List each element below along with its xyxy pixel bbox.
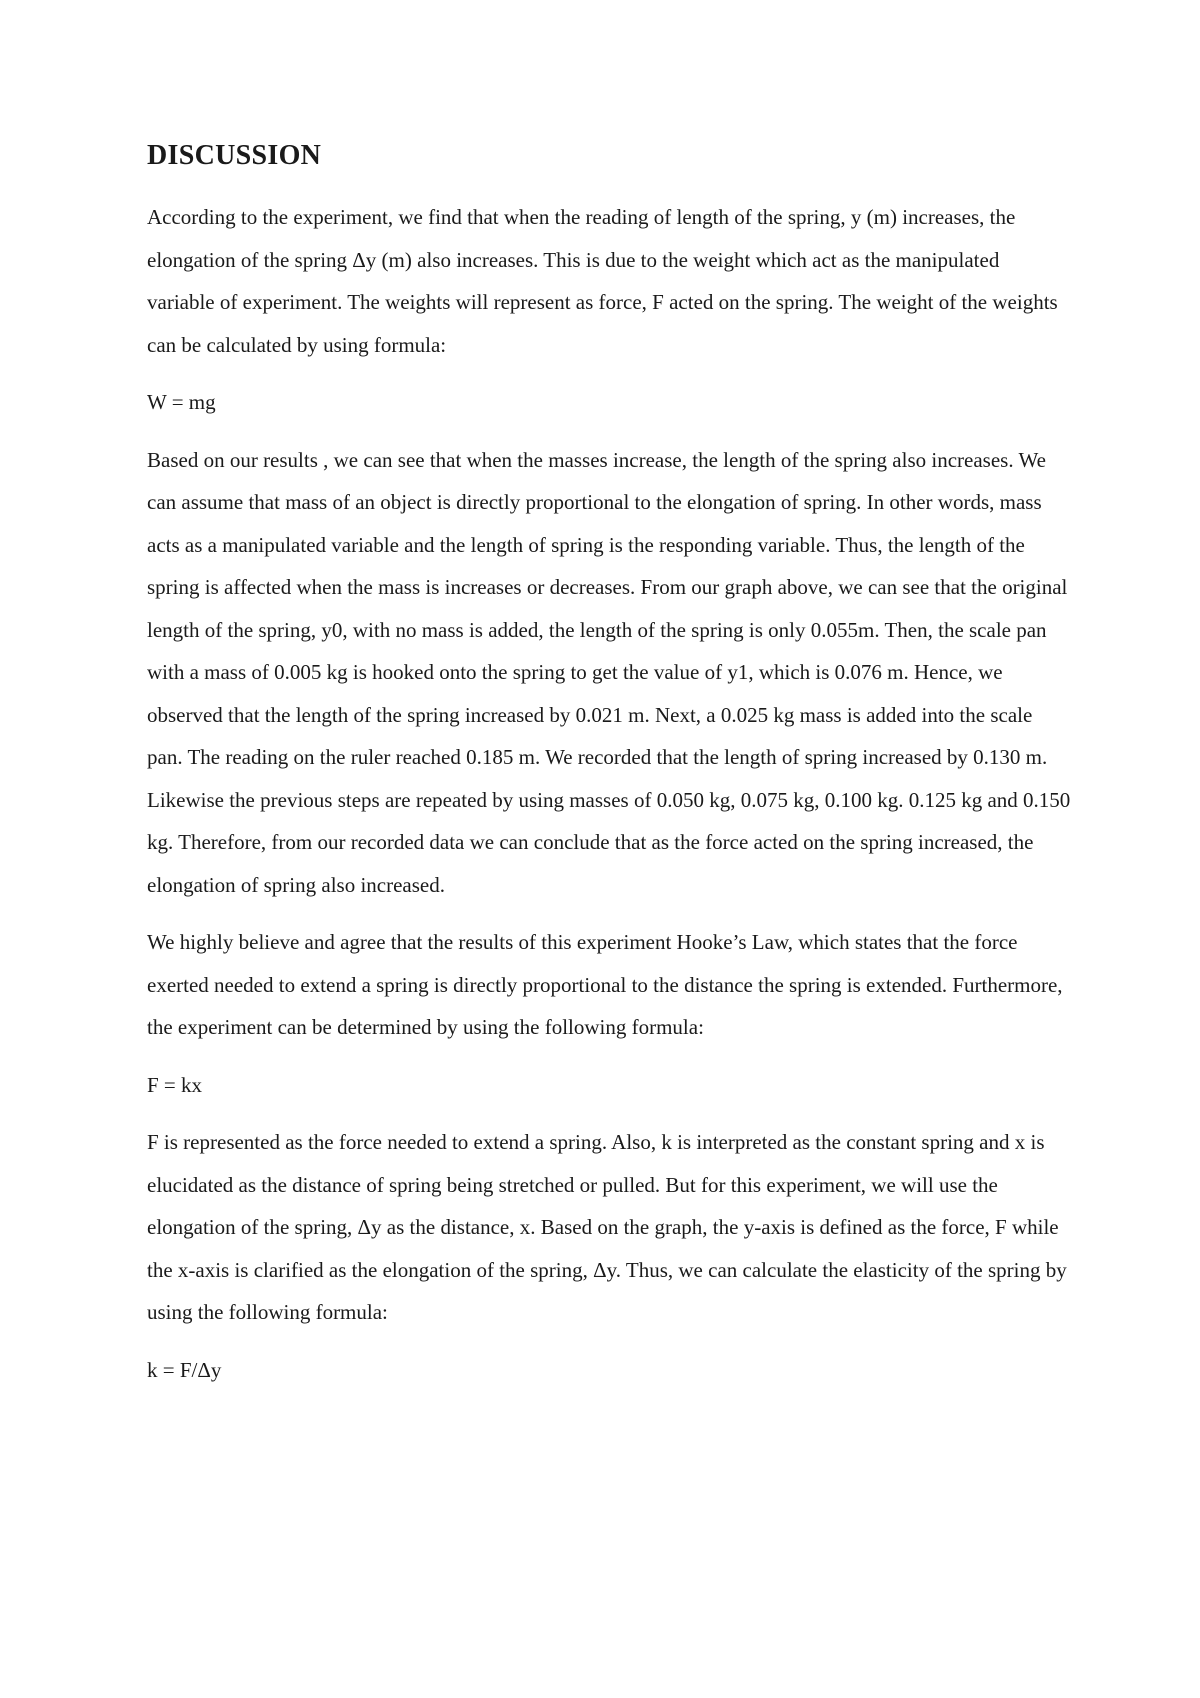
paragraph-hookes-law: We highly believe and agree that the results of this experiment Hooke’s Law, which states that the force exerted needed to extend a spring is directly proportional to the distance the spring is extended. Furthermore, the experiment can be determined by using the following formula:: [147, 930, 1063, 1039]
paragraph-intro: According to the experiment, we find that when the reading of length of the spring, y (m) increases, the elongation of the spring Δy (m) also increases. This is due to the weight which act as the manipulated variable of experiment. The weights will represent as force, F acted on the spring. The weight of the weights can be calculated by using formula:: [147, 205, 1058, 357]
formula-weight: W = mg: [147, 390, 216, 414]
section-heading: DISCUSSION: [147, 140, 322, 171]
formula-spring-constant: k = F/Δy: [147, 1357, 222, 1382]
paragraph-results: Based on our results , we can see that when the masses increase, the length of the spring also increases. We can assume that mass of an object is directly proportional to the elongation of spring. In other words, mass acts as a manipulated variable and the length of spring is the responding variable. Thus, the length of the spring is affected when the mass is increases or decreases. From our graph above, we can see that the original length of the spring, y0, with no mass is added, the length of the spring is only 0.055m. Then, the scale pan with a mass of 0.005 kg is hooked onto the spring to get the value of y1, which is 0.076 m. Hence, we observed that the length of the spring increased by 0.021 m. Next, a 0.025 kg mass is added into the scale pan. The reading on the ruler reached 0.185 m. We recorded that the length of spring increased by 0.130 m. Likewise the previous steps are repeated by using masses of 0.050 kg, 0.075 kg, 0.100 kg. 0.125 kg and 0.150 kg. Therefore, from our recorded data we can conclude that as the force acted on the spring increased, the elongation of spring also increased.: [147, 447, 1071, 897]
paragraph-elasticity: F is represented as the force needed to extend a spring. Also, k is interpreted as the constant spring and x is elucidated as the distance of spring being stretched or pulled. But for this experiment, we will use the elongation of the spring, Δy as the distance, x. Based on the graph, the y-axis is defined as the force, F while the x-axis is clarified as the elongation of the spring, Δy. Thus, we can calculate the elasticity of the spring by using the following formula:: [147, 1130, 1067, 1324]
formula-hookes-law: F = kx: [147, 1072, 203, 1097]
document-page: [147, 140, 1072, 1406]
